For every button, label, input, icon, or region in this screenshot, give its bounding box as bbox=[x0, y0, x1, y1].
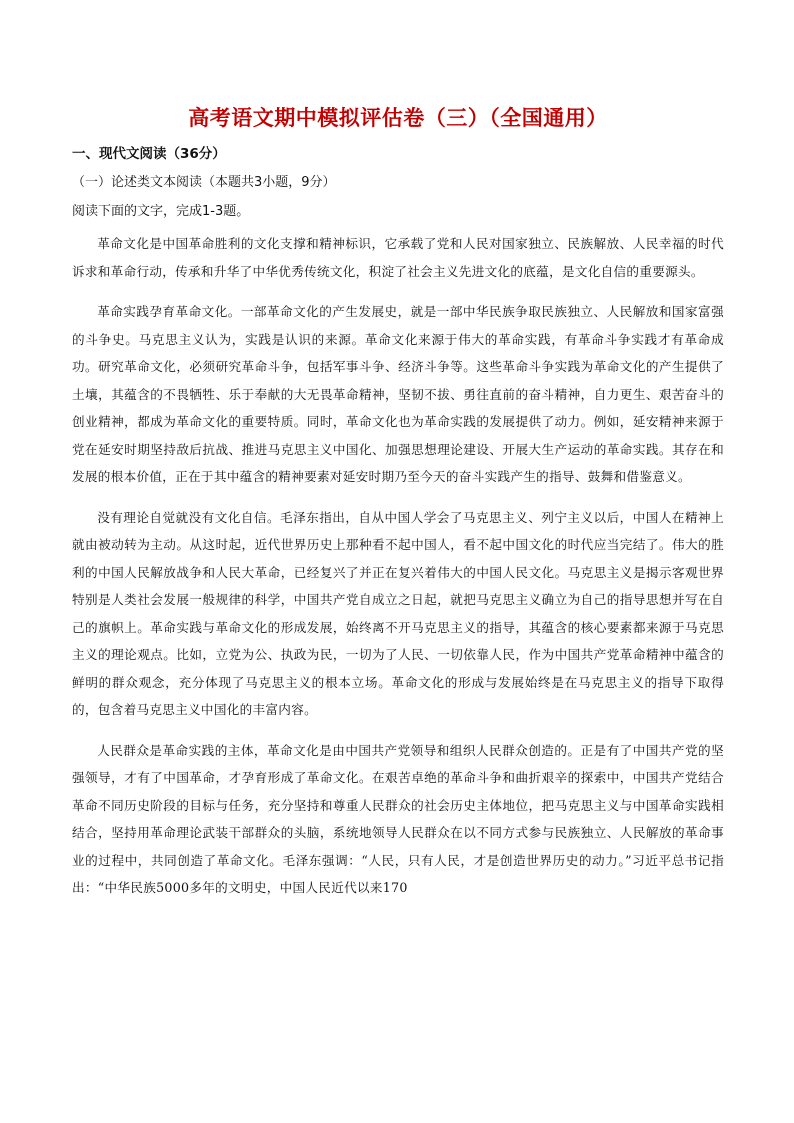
paragraph-4: 人民群众是革命实践的主体，革命文化是由中国共产党领导和组织人民群众创造的。正是有了中国共产党的坚强领导，才有了中国革命，才孕育形成了革命文化。在艰苦卓绝的革命斗争和曲折艰辛的探索中，中国共产党结合革命不同历史阶段的目标与任务，充分坚持和尊重人民群众的社会历史主体地位，把马克思主义与中国革命实践相结合，坚持用革命理论武装干部群众的头脑，系统地领导人民群众在以不同方式参与民族独立、人民解放的革命事业的过程中，共同创造了革命文化。毛泽东强调：“人民，只有人民，才是创造世界历史的动力。”习近平总书记指出：“中华民族5000多年的文明史，中国人民近代以来170 bbox=[72, 742, 724, 895]
sub-heading: （一）论述类文本阅读（本题共3小题，9分） bbox=[72, 175, 336, 190]
section-heading: 一、现代文阅读（36分） bbox=[72, 146, 226, 162]
paragraph-3: 没有理论自觉就没有文化自信。毛泽东指出，自从中国人学会了马克思主义、列宁主义以后，中国人在精神上就由被动转为主动。从这时起，近代世界历史上那种看不起中国人，看不起中国文化的时代应当完结了。伟大的胜利的中国人民解放战争和人民大革命，已经复兴了并正在复兴着伟大的中国人民文化。马克思主义是揭示客观世界特别是人类社会发展一般规律的科学，中国共产党自成立之日起，就把马克思主义确立为自己的指导思想并写在自己的旗帜上。革命实践与革命文化的形成发展，始终离不开马克思主义的指导，其蕴含的核心要素都来源于马克思主义的理论观点。比如，立党为公、执政为民，一切为了人民、一切依靠人民，作为中国共产党革命精神中蕴含的鲜明的群众观念，充分体现了马克思主义的根本立场。革命文化的形成与发展始终是在马克思主义的指导下取得的，包含着马克思主义中国化的丰富内容。 bbox=[72, 509, 724, 717]
paragraph-1: 革命文化是中国革命胜利的文化支撑和精神标识，它承载了党和人民对国家独立、民族解放、人民幸福的时代诉求和革命行动，传承和升华了中华优秀传统文化，积淀了社会主义先进文化的底蕴，是文化自信的重要源头。 bbox=[72, 236, 724, 279]
page-title: 高考语文期中模拟评估卷（三）（全国通用） bbox=[188, 106, 608, 130]
reading-instruction: 阅读下面的文字，完成1-3题。 bbox=[72, 204, 250, 219]
article-body bbox=[72, 230, 724, 902]
paragraph-2: 革命实践孕育革命文化。一部革命文化的产生发展史，就是一部中华民族争取民族独立、人民解放和国家富强的斗争史。马克思主义认为，实践是认识的来源。革命文化来源于伟大的革命实践，有革命斗争实践才有革命成功。研究革命文化，必须研究革命斗争，包括军事斗争、经济斗争等。这些革命斗争实践为革命文化的产生提供了土壤，其蕴含的不畏牺牲、乐于奉献的大无畏革命精神，坚韧不拔、勇往直前的奋斗精神，自力更生、艰苦奋斗的创业精神，都成为革命文化的重要特质。同时，革命文化也为革命实践的发展提供了动力。例如，延安精神来源于党在延安时期坚持敌后抗战、推进马克思主义中国化、加强思想理论建设、开展大生产运动的革命实践。其存在和发展的根本价值，正在于其中蕴含的精神要素对延安时期乃至今天的奋斗实践产生的指导、鼓舞和借鉴意义。 bbox=[72, 304, 724, 484]
